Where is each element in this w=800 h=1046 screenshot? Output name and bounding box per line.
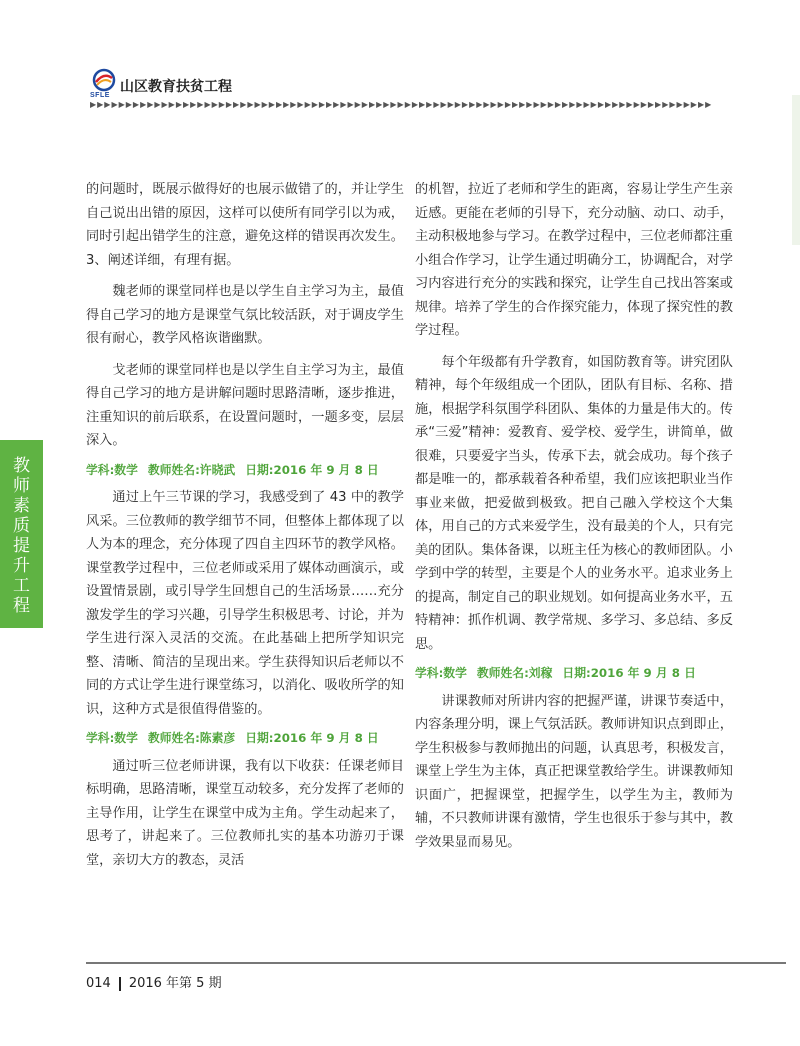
footer-separator bbox=[119, 977, 121, 991]
paragraph: 每个年级都有升学教育，如国防教育等。讲究团队精神，每个年级组成一个团队，团队有目标、名称、措施，根据学科氛围学科团队、集体的力量是伟大的。传承“三爱”精神：爱教育、爱学校、爱学生，讲简单，做很难，只要爱字当头，传承下去，就会成功。每个孩子都是唯一的，都承载着各种希望，我们应该把职业当作事业来做，把爱做到极致。把自己融入学校这个大集体，用自己的方式来爱学生，没有最美的个人，只有完美的团队。集体备课，以班主任为核心的教师团队。小学到中学的转型，主要是个人的业务水平。追求业务上的提高，制定自己的职业规划。如何提高业务水平，五特精神：抓作机调、教学常规、多学习、多总结、多反思。 bbox=[415, 354, 733, 652]
sfle-logo-icon bbox=[92, 68, 116, 92]
side-section-tab bbox=[0, 440, 43, 628]
paragraph: 通过上午三节课的学习，我感受到了 43 中的教学风采。三位教师的教学细节不同，但整体上都体现了以人为本的理念，充分体现了四自主四环节的教学风格。课堂教学过程中，三位老师或采用了媒体动画演示，或设置情景剧，或引导学生回想自己的生活场景……充分激发学生的学习兴趣，引导学生积极思考、讨论，并为学生进行深入灵活的交流。在此基础上把所学知识完整、清晰、简洁的呈现出来。学生获得知识后老师以不同的方式让学生进行课堂练习，以消化、吸收所学的知识，这种方式是很值得借鉴的。 bbox=[86, 490, 404, 717]
teacher-name: 教师姓名:刘稼 bbox=[476, 666, 553, 680]
brand-title: 山区教育扶贫工程 bbox=[120, 79, 232, 95]
subject-label: 学科:数学 bbox=[86, 462, 138, 477]
page-number: 014 bbox=[86, 976, 111, 991]
teacher-meta bbox=[86, 459, 404, 483]
footer bbox=[86, 972, 222, 991]
paragraph: 通过听三位老师讲课，我有以下收获：任课老师目标明确，思路清晰，课堂互动较多，充分发挥了老师的主导作用，让学生在课堂中成为主角。学生动起来了，思考了，讲起来了。三位教师扎实的基本功游刃于课堂，亲切大方的教态，灵活 bbox=[86, 758, 404, 868]
paragraph: 魏老师的课堂同样也是以学生自主学习为主，最值得自己学习的地方是课堂气氛比较活跃，对于调皮学生很有耐心，教学风格诙谐幽默。 bbox=[86, 284, 404, 346]
teacher-name: 教师姓名:许晓武 bbox=[147, 462, 236, 477]
paragraph: 的问题时，既展示做得好的也展示做错了的，并让学生自己说出出错的原因，这样可以使所有同学引以为戒，同时引起出错学生的注意，避免这样的错误再次发生。3、阐述详细，有理有据。 bbox=[86, 182, 404, 268]
subject-label: 学科:数学 bbox=[415, 666, 467, 680]
paragraph: 戈老师的课堂同样也是以学生自主学习为主，最值得自己学习的地方是讲解问题时思路清晰，逐步推进，注重知识的前后联系，在设置问题时，一题多变，层层深入。 bbox=[86, 362, 404, 448]
left-column bbox=[86, 178, 404, 872]
date-label: 日期:2016 年 9 月 8 日 bbox=[245, 731, 379, 745]
paragraph: 的机智，拉近了老师和学生的距离，容易让学生产生亲近感。更能在老师的引导下，充分动脑、动口、动手，主动积极地参与学习。在教学过程中，三位老师都注重小组合作学习，让学生通过明确分工，协调配合，对学习内容进行充分的实践和探究，让学生自己找出答案或规律。培养了学生的合作探究能力，体现了探究性的教学过程。 bbox=[415, 182, 733, 338]
footer-divider bbox=[86, 962, 786, 964]
side-tab-label: 教师素质提升工程 bbox=[13, 456, 30, 616]
decorative-stripe bbox=[792, 95, 800, 245]
paragraph: 讲课教师对所讲内容的把握严谨，讲课节奏适中，内容条理分明，课上气氛活跃。教师讲知识点到即止，学生积极参与教师抛出的问题，认真思考，积极发言，课堂上学生为主体，真正把课堂教给学生。讲课教师知识面广，把握课堂，把握学生，以学生为主，教师为辅，不只教师讲课有激情，学生也很乐于参与其中，教学效果显而易见。 bbox=[415, 693, 733, 850]
date-label: 日期:2016 年 9 月 8 日 bbox=[562, 666, 696, 680]
teacher-meta bbox=[86, 727, 404, 751]
header-divider: ▶▶▶▶▶▶▶▶▶▶▶▶▶▶▶▶▶▶▶▶▶▶▶▶▶▶▶▶▶▶▶▶▶▶▶▶▶▶▶▶▶▶▶▶▶▶▶▶▶▶▶▶▶▶▶▶▶▶▶▶▶▶▶▶▶▶▶▶▶▶▶▶▶▶▶▶▶▶▶▶▶▶▶▶▶▶▶ bbox=[90, 101, 713, 109]
logo-text: SFLE bbox=[90, 92, 110, 99]
teacher-name: 教师姓名:陈素彦 bbox=[147, 731, 236, 745]
teacher-meta bbox=[415, 662, 733, 686]
issue-label: 2016 年第 5 期 bbox=[128, 976, 222, 991]
right-column bbox=[415, 178, 733, 854]
subject-label: 学科:数学 bbox=[86, 731, 138, 745]
date-label: 日期:2016 年 9 月 8 日 bbox=[245, 462, 379, 477]
